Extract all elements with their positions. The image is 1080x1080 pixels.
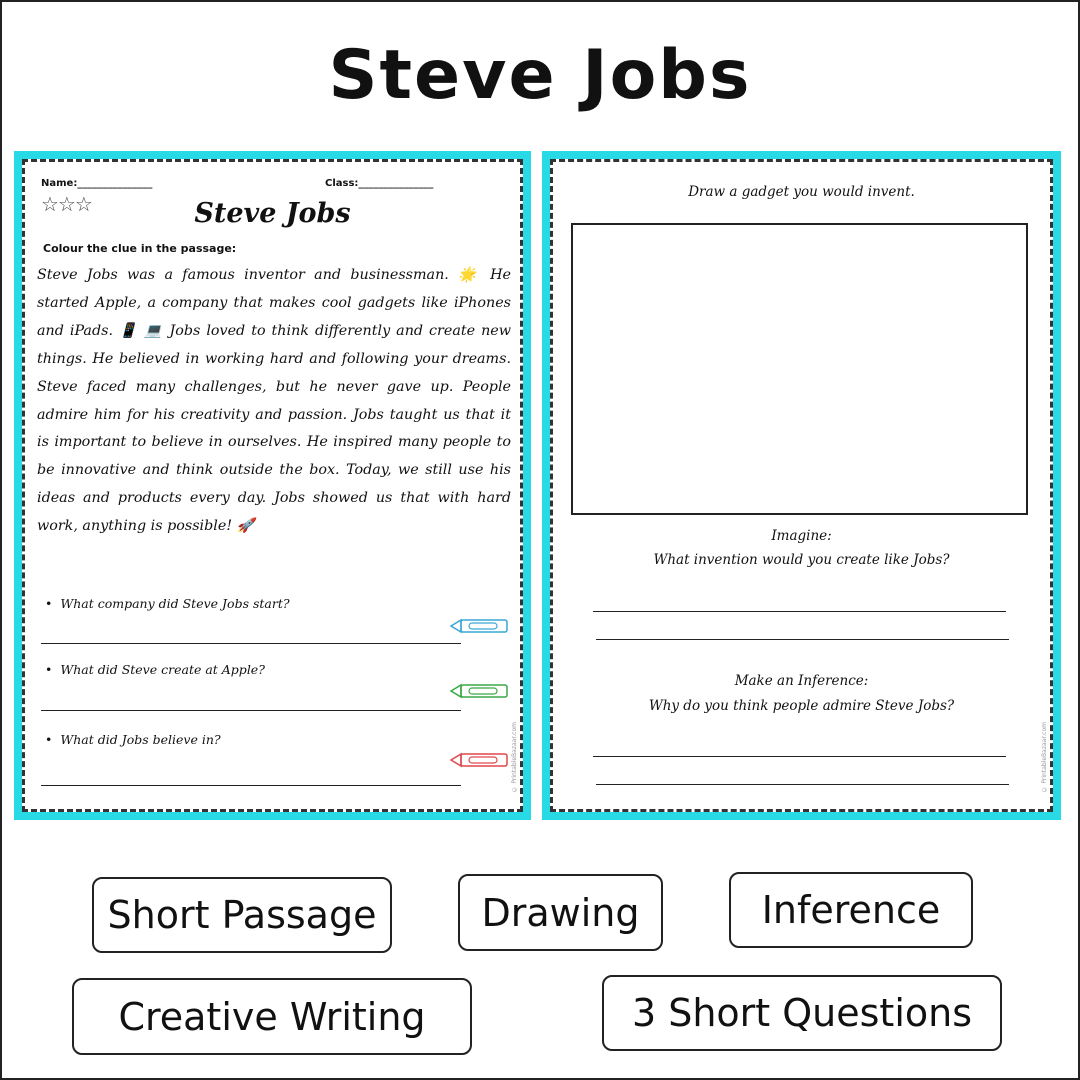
instruction-text: Colour the clue in the passage: (43, 242, 237, 255)
name-field: Name:_______________ (41, 178, 153, 189)
tag-inference: Inference (729, 872, 973, 948)
tag-short-passage: Short Passage (92, 877, 392, 953)
question-3-text: What did Jobs believe in? (60, 732, 221, 747)
tag-creative-writing: Creative Writing (72, 978, 472, 1055)
question-1-text: What company did Steve Jobs start? (60, 596, 290, 611)
question-1: • What company did Steve Jobs start? (45, 596, 290, 611)
imagine-question: What invention would you create like Jobs? (653, 552, 950, 568)
reading-passage: Steve Jobs was a famous inventor and businessman. 🌟 He started Apple, a company that makes cool gadgets like iPhones and iPads. 📱 💻 Jobs loved to think differently and create new things. He believed in working hard and following your dreams. Steve faced many challenges, but he never gave up. People admire him for his creativity and passion. Jobs taught us that it is important to believe in ourselves. He inspired many people to be innovative and think outside the box. Today, we still use his ideas and products every day. Jobs showed us that with hard work, anything is possible! 🚀 (37, 267, 511, 535)
worksheet-sheet (22, 159, 523, 812)
copyright-watermark: © PrintableBazaar.com (511, 722, 518, 793)
inference-answer-line-2 (596, 784, 1009, 785)
inference-answer-line-1 (593, 756, 1006, 757)
page-title: Steve Jobs (328, 36, 752, 115)
question-2-text: What did Steve create at Apple? (60, 662, 265, 677)
rating-stars-icon: ☆☆☆ (41, 192, 92, 216)
tag-3-short-questions: 3 Short Questions (602, 975, 1002, 1051)
answer-line-3 (41, 785, 461, 786)
copyright-watermark-2: © PrintableBazaar.com (1041, 722, 1048, 793)
crayon-blue-icon (449, 616, 511, 636)
worksheet-preview-drawing (542, 151, 1061, 820)
crayon-green-icon (449, 681, 511, 701)
imagine-answer-line-1 (593, 611, 1006, 612)
question-3: • What did Jobs believe in? (45, 732, 221, 747)
question-2: • What did Steve create at Apple? (45, 662, 265, 677)
imagine-answer-line-2 (596, 639, 1009, 640)
worksheet-title: Steve Jobs (194, 198, 351, 229)
answer-line-2 (41, 710, 461, 711)
inference-question: Why do you think people admire Steve Jobs? (648, 698, 955, 714)
class-field: Class:_______________ (325, 178, 434, 189)
crayon-red-icon (449, 750, 511, 770)
answer-line-1 (41, 643, 461, 644)
worksheet-sheet-2 (550, 159, 1053, 812)
inference-label: Make an Inference: (734, 673, 869, 689)
tag-drawing: Drawing (458, 874, 663, 951)
drawing-box (571, 223, 1028, 515)
draw-prompt: Draw a gadget you would invent. (688, 184, 915, 200)
worksheet-preview-passage (14, 151, 531, 820)
imagine-label: Imagine: (771, 528, 832, 544)
